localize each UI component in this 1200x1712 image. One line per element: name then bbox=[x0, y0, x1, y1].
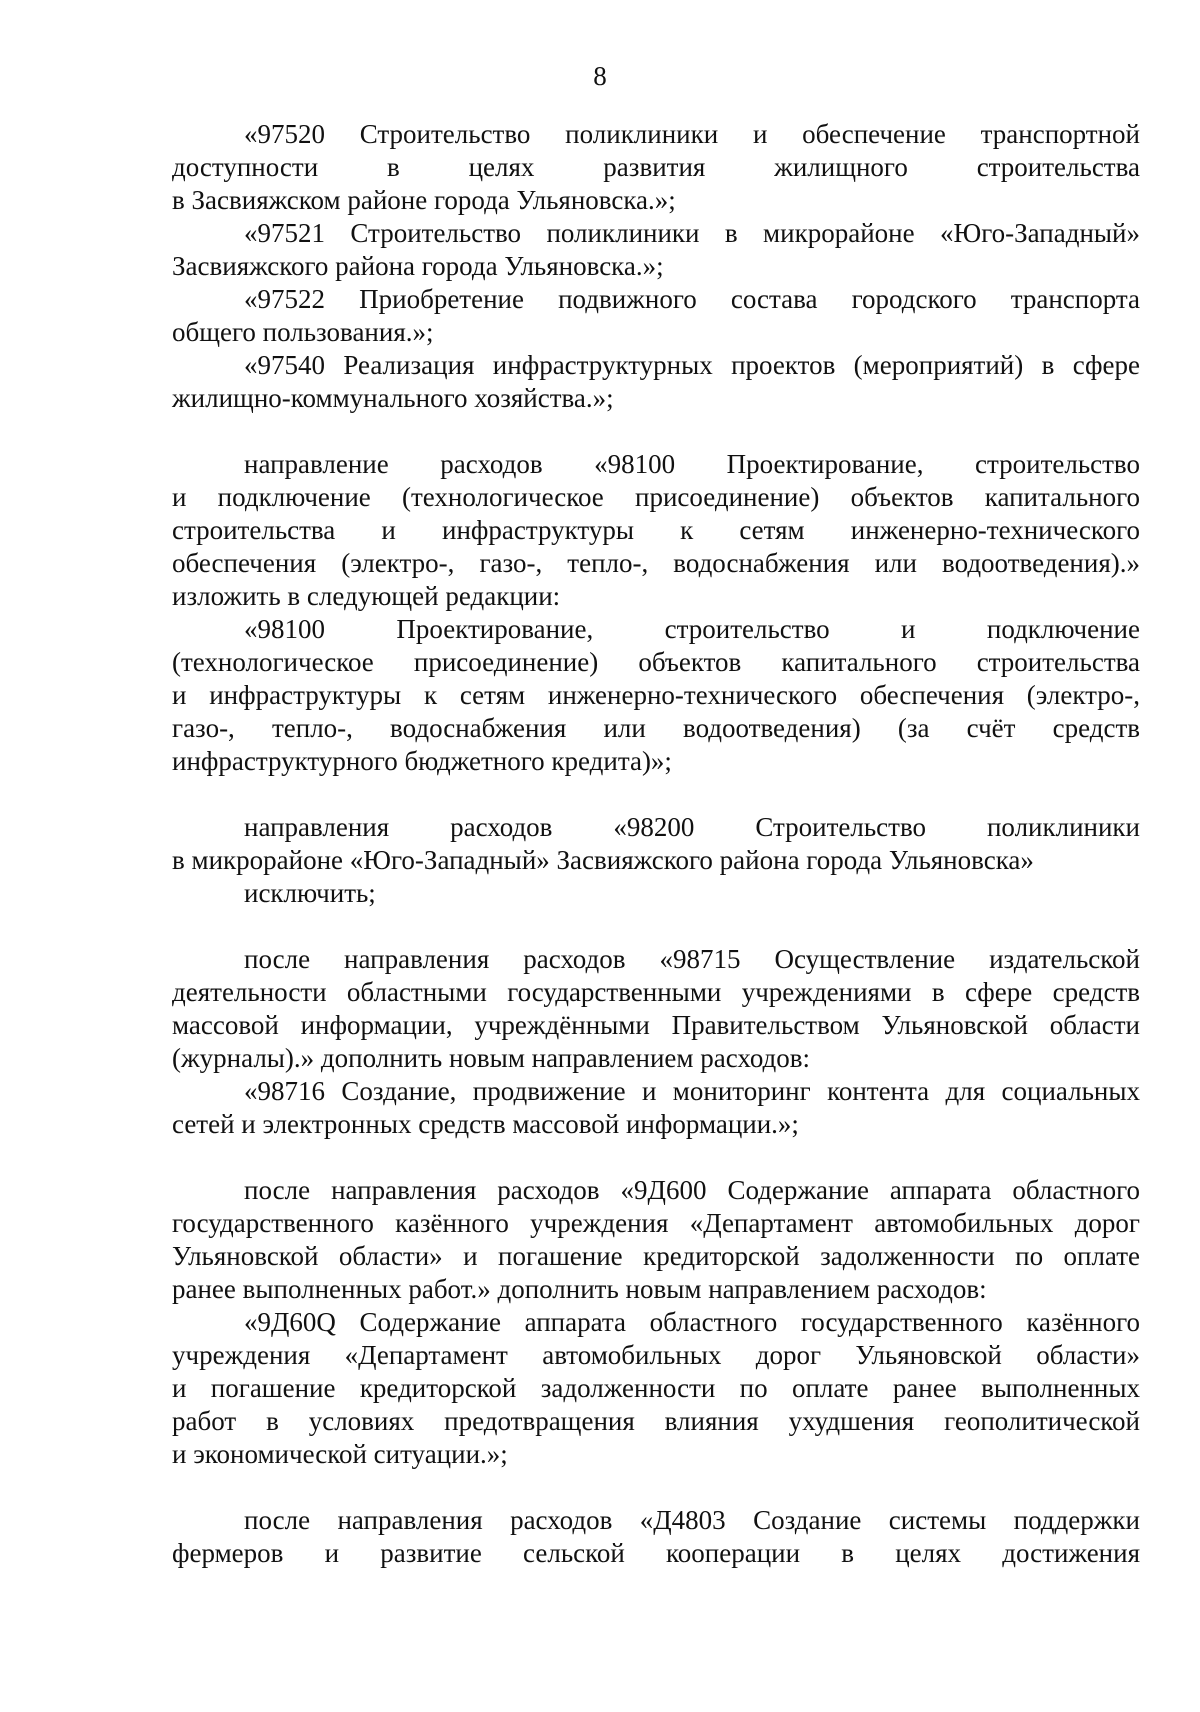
text-line: массовой информации, учреждёнными Правительством Ульяновской области bbox=[172, 1010, 1140, 1040]
paragraph bbox=[172, 1504, 1140, 1570]
text-line: работ в условиях предотвращения влияния ухудшения геополитической bbox=[172, 1406, 1140, 1436]
text-line: ранее выполненных работ.» дополнить новым направлением расходов: bbox=[172, 1274, 987, 1304]
text-line: обеспечения (электро-, газо-, тепло-, водоснабжения или водоотведения).» bbox=[172, 548, 1140, 578]
text-line: доступности в целях развития жилищного строительства bbox=[172, 152, 1140, 182]
paragraph bbox=[172, 943, 1140, 1075]
paragraph-gap bbox=[172, 910, 1140, 943]
document-body bbox=[172, 118, 1140, 1570]
paragraph bbox=[172, 217, 1140, 283]
paragraph bbox=[172, 118, 1140, 217]
text-line: (журналы).» дополнить новым направлением расходов: bbox=[172, 1043, 811, 1073]
text-line: государственного казённого учреждения «Департамент автомобильных дорог bbox=[172, 1208, 1140, 1238]
text-line: в микрорайоне «Юго-Западный» Засвияжского района города Ульяновска» bbox=[172, 845, 1034, 875]
text-line: «97522 Приобретение подвижного состава городского транспорта bbox=[244, 284, 1140, 314]
text-line: после направления расходов «9Д600 Содержание аппарата областного bbox=[244, 1175, 1140, 1205]
text-line: после направления расходов «98715 Осуществление издательской bbox=[244, 944, 1140, 974]
text-line: и инфраструктуры к сетям инженерно-технического обеспечения (электро-, bbox=[172, 680, 1140, 710]
paragraph bbox=[172, 1174, 1140, 1306]
paragraph bbox=[172, 349, 1140, 415]
text-line: после направления расходов «Д4803 Создание системы поддержки bbox=[244, 1505, 1140, 1535]
page-number: 8 bbox=[593, 61, 607, 91]
text-line: (технологическое присоединение) объектов капитального строительства bbox=[172, 647, 1140, 677]
text-line: газо-, тепло-, водоснабжения или водоотведения) (за счёт средств bbox=[172, 713, 1140, 743]
text-line: Засвияжского района города Ульяновска.»; bbox=[172, 251, 664, 281]
text-line: в Засвияжском районе города Ульяновска.»; bbox=[172, 185, 676, 215]
text-line: направление расходов «98100 Проектирование, строительство bbox=[244, 449, 1140, 479]
text-line: сетей и электронных средств массовой информации.»; bbox=[172, 1109, 799, 1139]
text-line: направления расходов «98200 Строительство поликлиники bbox=[244, 812, 1140, 842]
text-line: и экономической ситуации.»; bbox=[172, 1439, 508, 1469]
paragraph bbox=[172, 613, 1140, 778]
paragraph bbox=[172, 283, 1140, 349]
paragraph-gap bbox=[172, 778, 1140, 811]
paragraph-gap bbox=[172, 1471, 1140, 1504]
text-line: строительства и инфраструктуры к сетям инженерно-технического bbox=[172, 515, 1140, 545]
text-line: «98716 Создание, продвижение и мониторинг контента для социальных bbox=[244, 1076, 1140, 1106]
text-line: жилищно-коммунального хозяйства.»; bbox=[172, 383, 614, 413]
text-line: «9Д60Q Содержание аппарата областного государственного казённого bbox=[244, 1307, 1140, 1337]
text-line: «98100 Проектирование, строительство и подключение bbox=[244, 614, 1140, 644]
text-line: деятельности областными государственными учреждениями в сфере средств bbox=[172, 977, 1140, 1007]
text-line: «97521 Строительство поликлиники в микрорайоне «Юго-Западный» bbox=[244, 218, 1140, 248]
text-line: учреждения «Департамент автомобильных дорог Ульяновской области» bbox=[172, 1340, 1140, 1370]
text-line: и подключение (технологическое присоединение) объектов капитального bbox=[172, 482, 1140, 512]
text-line: фермеров и развитие сельской кооперации в целях достижения bbox=[172, 1538, 1140, 1568]
text-line: общего пользования.»; bbox=[172, 317, 434, 347]
text-line: Ульяновской области» и погашение кредиторской задолженности по оплате bbox=[172, 1241, 1140, 1271]
text-line: и погашение кредиторской задолженности по оплате ранее выполненных bbox=[172, 1373, 1140, 1403]
paragraph-gap bbox=[172, 415, 1140, 448]
text-line: «97540 Реализация инфраструктурных проектов (мероприятий) в сфере bbox=[244, 350, 1140, 380]
text-line: «97520 Строительство поликлиники и обеспечение транспортной bbox=[244, 119, 1140, 149]
text-line: изложить в следующей редакции: bbox=[172, 581, 561, 611]
text-line: исключить; bbox=[244, 878, 376, 908]
paragraph bbox=[172, 448, 1140, 613]
text-line: инфраструктурного бюджетного кредита)»; bbox=[172, 746, 672, 776]
paragraph bbox=[172, 1306, 1140, 1471]
paragraph bbox=[172, 1075, 1140, 1141]
paragraph-gap bbox=[172, 1141, 1140, 1174]
paragraph bbox=[172, 811, 1140, 910]
